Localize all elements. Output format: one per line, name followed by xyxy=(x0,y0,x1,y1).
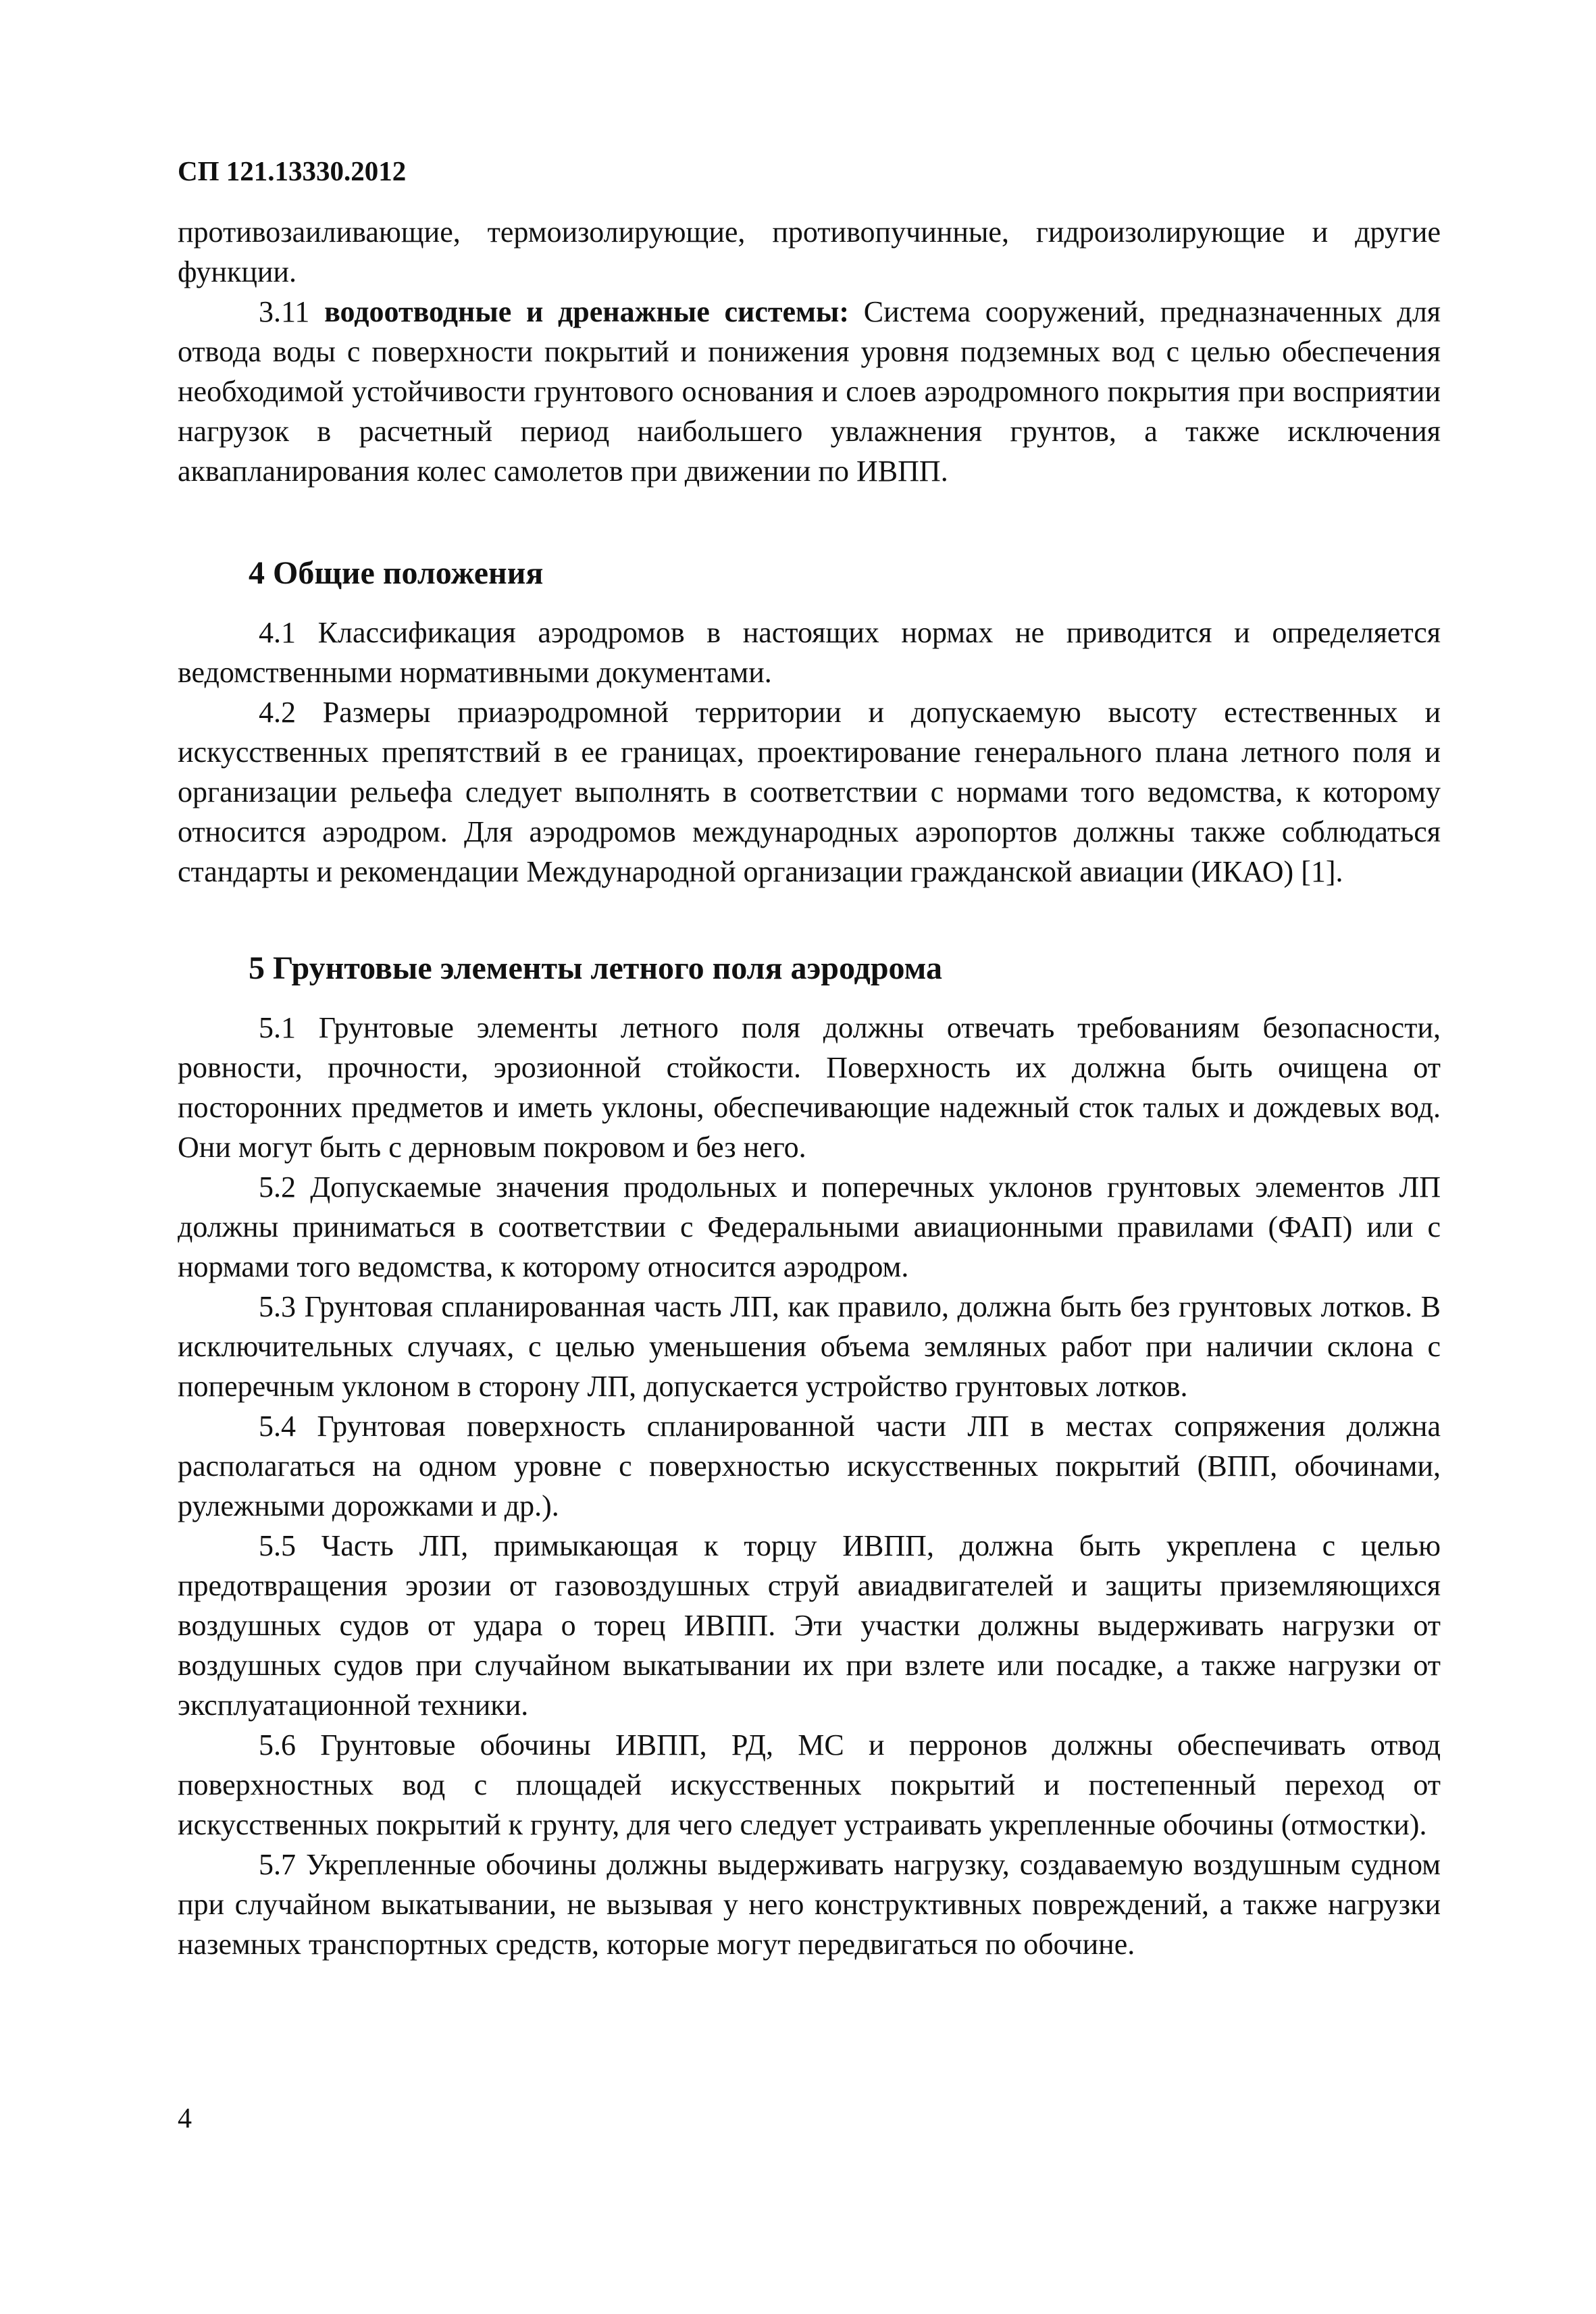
clause-5-6: 5.6 Грунтовые обочины ИВПП, РД, МС и перронов должны обеспечивать отвод поверхностных вод с площадей искусственных покрытий и постепенный переход от искусственных покрытий к грунту, для чего следует устраивать укрепленные обочины (отмостки). xyxy=(178,1728,1441,1841)
clause-5-3: 5.3 Грунтовая спланированная часть ЛП, как правило, должна быть без грунтовых лотков. В исключительных случаях, с целью уменьшения объема земляных работ при наличии склона с поперечным уклоном в сторону ЛП, допускается устройство грунтовых лотков. xyxy=(178,1290,1441,1403)
page-number: 4 xyxy=(178,2103,192,2134)
clause-5-2: 5.2 Допускаемые значения продольных и поперечных уклонов грунтовых элементов ЛП должны приниматься в соответствии с Федеральными авиационными правилами (ФАП) или с нормами того ведомства, к которому относится аэродром. xyxy=(178,1171,1441,1283)
clause-4-1: 4.1 Классификация аэродромов в настоящих нормах не приводится и определяется ведомственными нормативными документами. xyxy=(178,616,1441,689)
clause-3-11 xyxy=(178,292,1441,491)
clause-5-5: 5.5 Часть ЛП, примыкающая к торцу ИВПП, должна быть укреплена с целью предотвращения эрозии от газовоздушных струй авиадвигателей и защиты приземляющихся воздушных судов от удара о торец ИВПП. Эти участки должны выдерживать нагрузки от воздушных судов при случайном выкатывании их при взлете или посадке, а также нагрузки от эксплуатационной техники. xyxy=(178,1529,1441,1722)
clause-3-11-text: Система сооружений, предназначенных для отвода воды с поверхности покрытий и понижения уровня подземных вод с целью обеспечения необходимой устойчивости грунтового основания и слоев аэродромного покрытия при восприятии нагрузок в расчетный период наибольшего увлажнения грунтов, а также исключения аквапланирования колес самолетов при движении по ИВПП. xyxy=(178,295,1441,488)
clause-5-1: 5.1 Грунтовые элементы летного поля должны отвечать требованиям безопасности, ровности, прочности, эрозионной стойкости. Поверхность их должна быть очищена от посторонних предметов и иметь уклоны, обеспечивающие надежный сток талых и дождевых вод. Они могут быть с дерновым покровом и без него. xyxy=(178,1011,1441,1164)
section-4-title: 4 Общие положения xyxy=(249,555,544,591)
clause-3-11-number: 3.11 xyxy=(259,295,310,328)
clause-5-7: 5.7 Укрепленные обочины должны выдерживать нагрузку, создаваемую воздушным судном при случайном выкатывании, не вызывая у него конструктивных повреждений, а также нагрузки наземных транспортных средств, которые могут передвигаться по обочине. xyxy=(178,1848,1441,1961)
section-5-title: 5 Грунтовые элементы летного поля аэродрома xyxy=(249,950,942,986)
document-page xyxy=(178,154,1441,1964)
document-code: СП 121.13330.2012 xyxy=(178,155,407,186)
clause-4-2: 4.2 Размеры приаэродромной территории и допускаемую высоту естественных и искусственных препятствий в ее границах, проектирование генерального плана летного поля и организации рельефа следует выполнять в соответствии с нормами того ведомства, к которому относится аэродром. Для аэродромов международных аэропортов должны также соблюдаться стандарты и рекомендации Международной организации гражданской авиации (ИКАО) [1]. xyxy=(178,696,1441,888)
intro-continuation: противозаиливающие, термоизолирующие, противопучинные, гидроизолирующие и другие функции. xyxy=(178,215,1441,288)
clause-3-11-term: водоотводные и дренажные системы: xyxy=(324,295,850,328)
clause-5-4: 5.4 Грунтовая поверхность спланированной части ЛП в местах сопряжения должна располагаться на одном уровне с поверхностью искусственных покрытий (ВПП, обочинами, рулежными дорожками и др.). xyxy=(178,1410,1441,1522)
